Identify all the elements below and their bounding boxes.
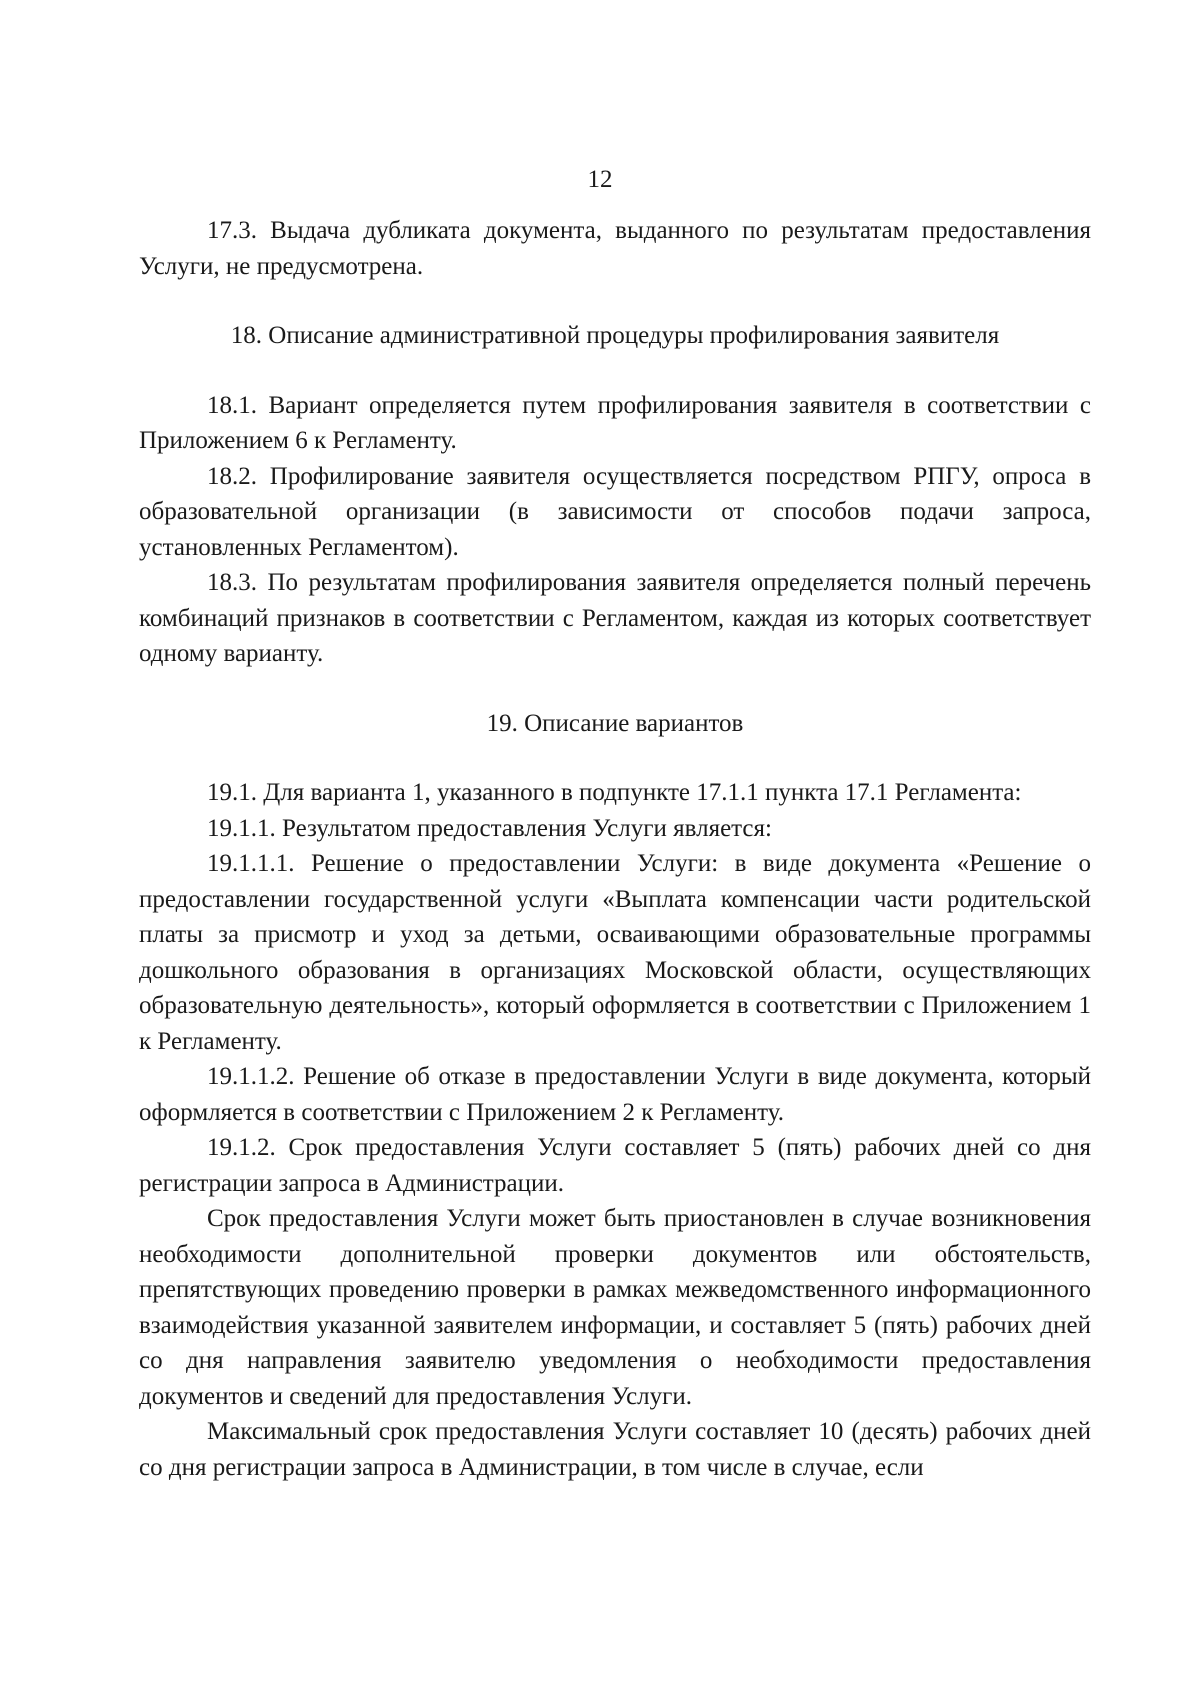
- paragraph-18-2: 18.2. Профилирование заявителя осуществляется посредством РПГУ, опроса в образовательной организации (в зависимости от способов подачи запроса, установленных Регламентом).: [139, 462, 1091, 561]
- paragraph-suspension: Срок предоставления Услуги может быть приостановлен в случае возникновения необходимости дополнительной проверки документов или обстоятельств, препятствующих проведению проверки в рамках межведомственного информационного взаимодействия указанной заявителем информации, и составляет 5 (пять) рабочих дней со дня направления заявителю уведомления о необходимости предоставления документов и сведений для предоставления Услуги.: [139, 1205, 1091, 1410]
- paragraph-19-1-1: 19.1.1. Результатом предоставления Услуги является:: [207, 814, 772, 842]
- paragraph-18-1: 18.1. Вариант определяется путем профилирования заявителя в соответствии с Приложением 6 к Регламенту.: [139, 391, 1091, 454]
- paragraph-19-1-1-2: 19.1.1.2. Решение об отказе в предоставлении Услуги в виде документа, который оформляется в соответствии с Приложением 2 к Регламенту.: [139, 1063, 1091, 1126]
- page-number: 12: [587, 166, 613, 193]
- paragraph-19-1: 19.1. Для варианта 1, указанного в подпункте 17.1.1 пункта 17.1 Регламента:: [207, 779, 1022, 806]
- paragraph-17-3: 17.3. Выдача дубликата документа, выданного по результатам предоставления Услуги, не предусмотрена.: [139, 217, 1091, 280]
- heading-section-19: 19. Описание вариантов: [486, 709, 744, 737]
- paragraph-18-3: 18.3. По результатам профилирования заявителя определяется полный перечень комбинаций признаков в соответствии с Регламентом, каждая из которых соответствует одному варианту.: [139, 569, 1091, 667]
- paragraph-19-1-2: 19.1.2. Срок предоставления Услуги составляет 5 (пять) рабочих дней со дня регистрации запроса в Администрации.: [139, 1134, 1091, 1197]
- document-body: [139, 213, 1091, 1485]
- heading-section-18: 18. Описание административной процедуры профилирования заявителя: [230, 322, 1000, 349]
- paragraph-19-1-1-1: 19.1.1.1. Решение о предоставлении Услуги: в виде документа «Решение о предоставлении государственной услуги «Выплата компенсации части родительской платы за присмотр и уход за детьми, осваивающими образовательные программы дошкольного образования в организациях Московской области, осуществляющих образовательную деятельность», который оформляется в соответствии с Приложением 1 к Регламенту.: [139, 850, 1091, 1055]
- paragraph-max-term: Максимальный срок предоставления Услуги составляет 10 (десять) рабочих дней со дня регистрации запроса в Администрации, в том числе в случае, если: [139, 1418, 1091, 1481]
